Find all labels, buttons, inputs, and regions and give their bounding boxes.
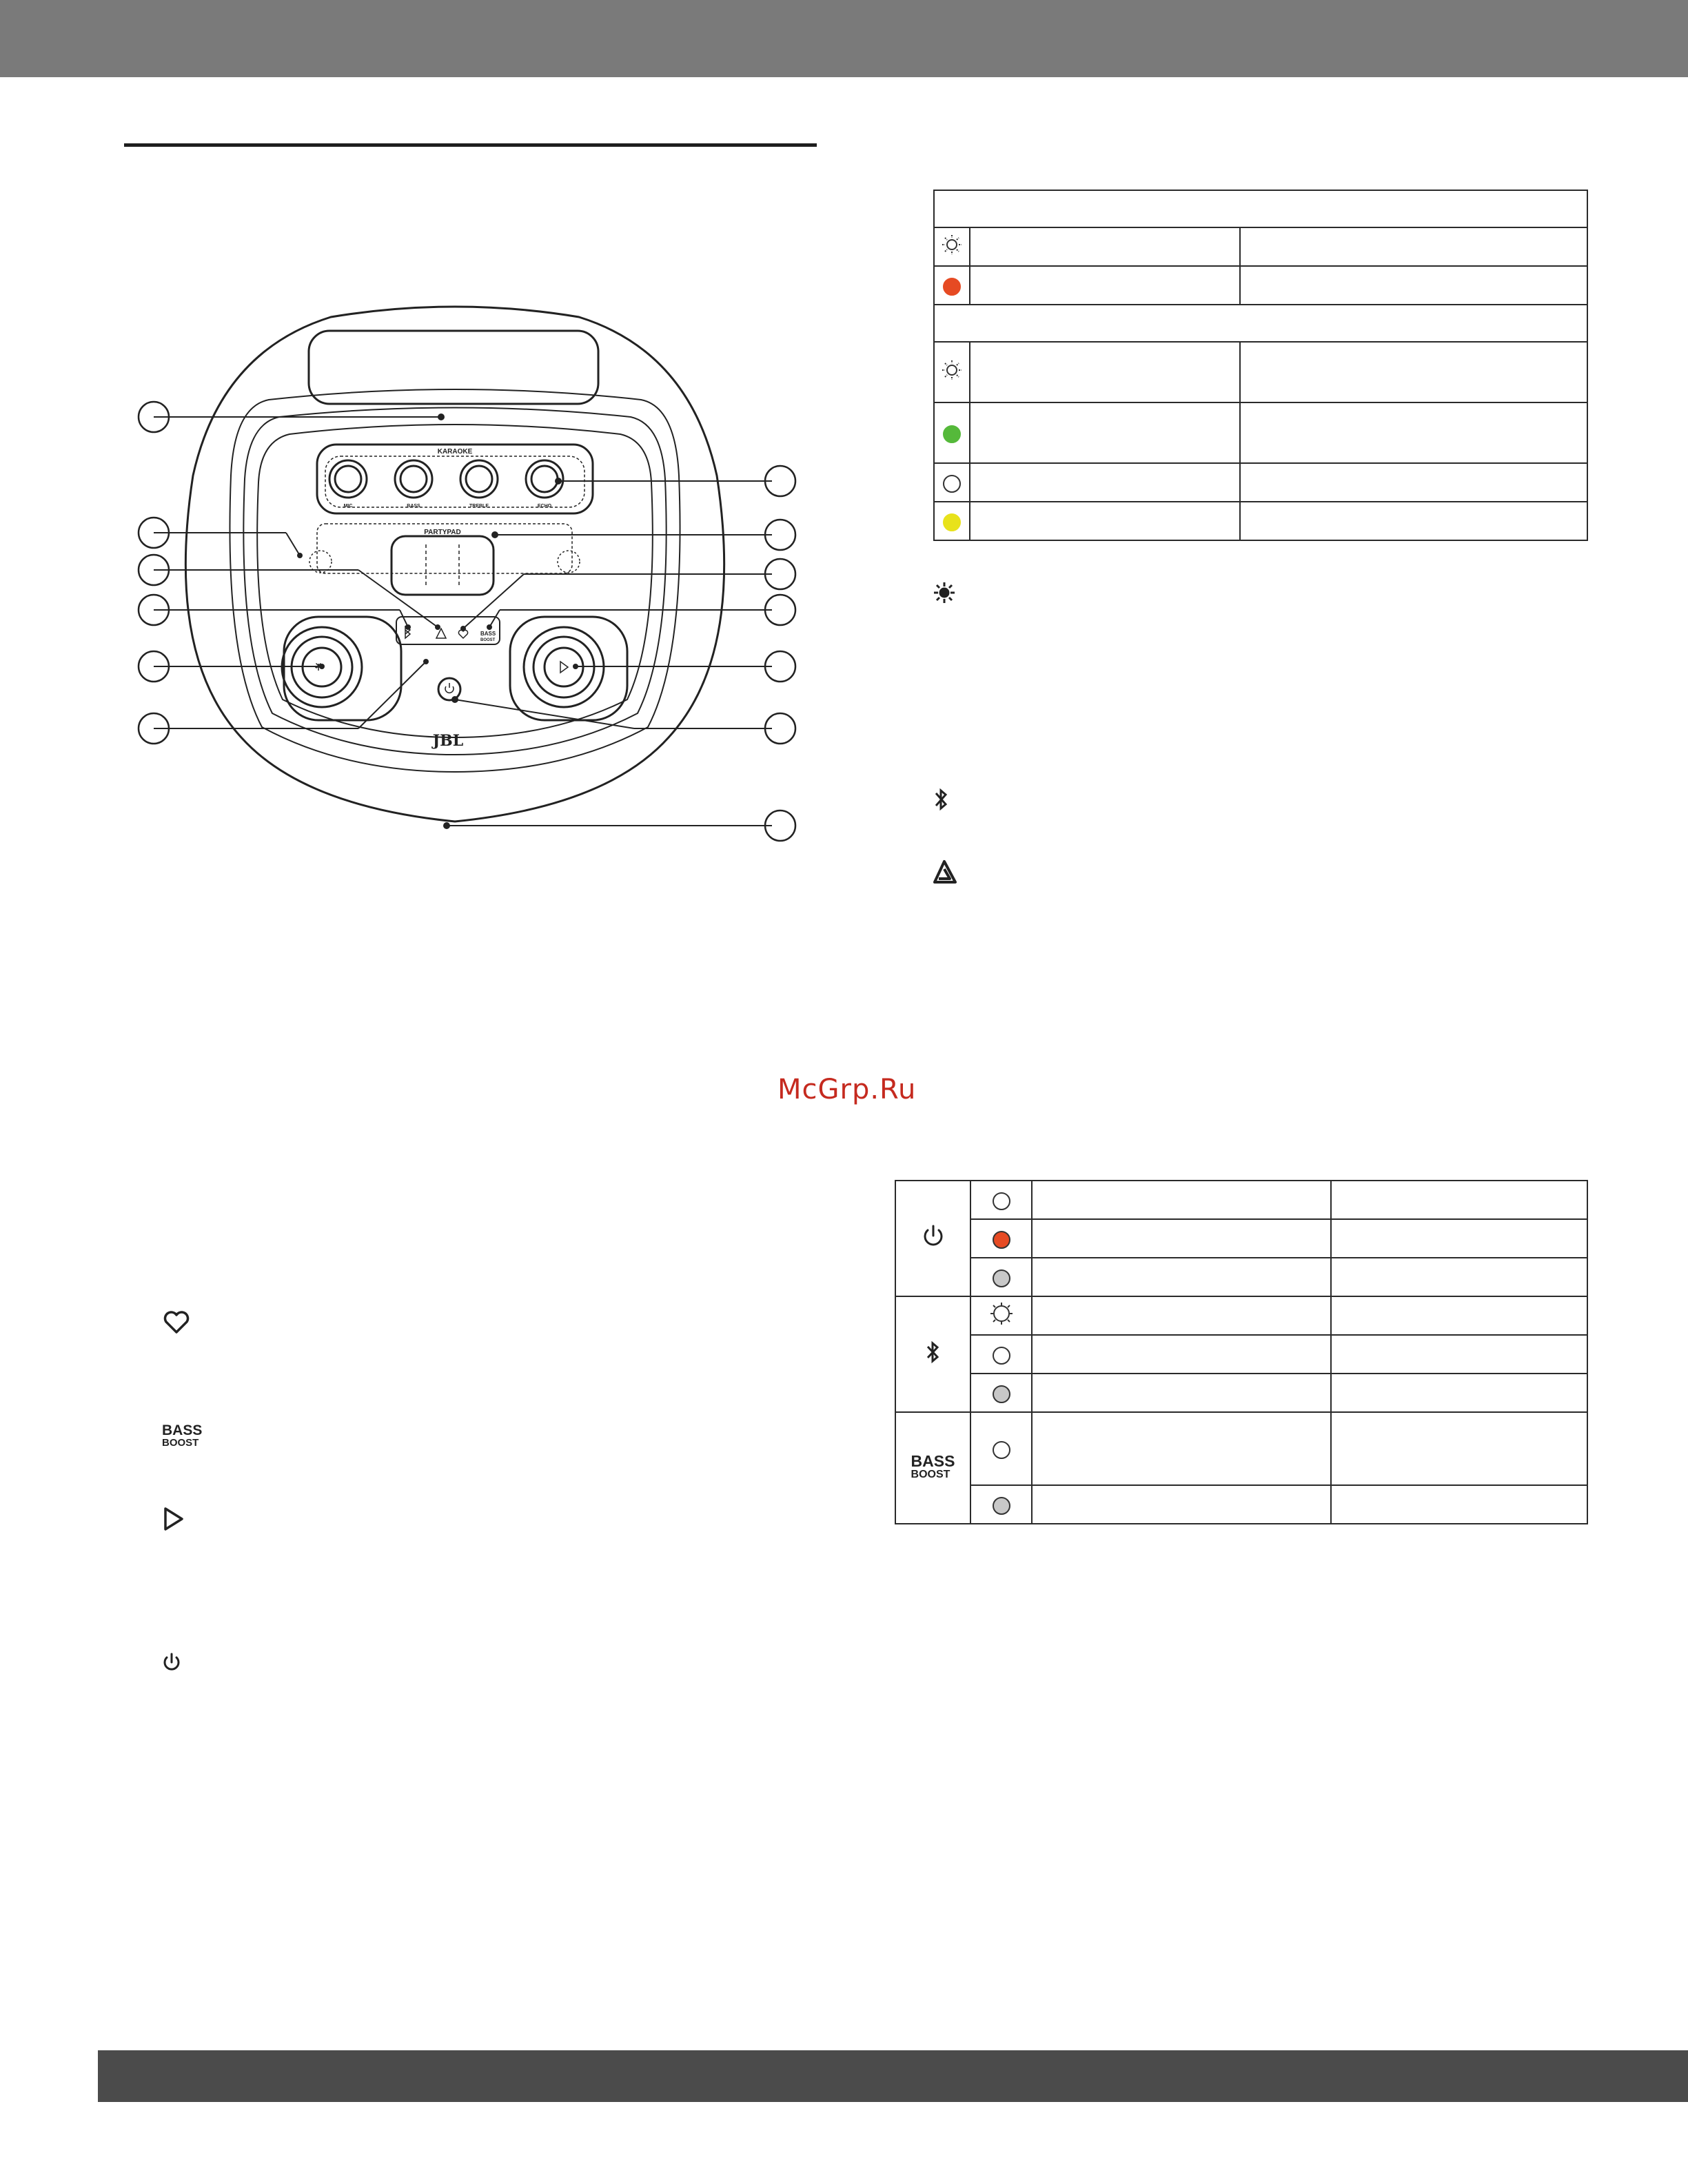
table-row (934, 402, 1587, 463)
flashing-dot-icon (990, 1302, 1013, 1325)
table-row (895, 1374, 1587, 1412)
table-row (895, 1219, 1587, 1258)
red-dot-icon (943, 278, 961, 296)
footer-bar (98, 2050, 1688, 2102)
boost-label: BOOST (162, 1437, 199, 1449)
gray-dot-icon (993, 1269, 1010, 1287)
table-row (934, 266, 1587, 305)
status-table-partypad (933, 190, 1588, 541)
gray-dot-icon (993, 1385, 1010, 1403)
bass-boost-icon (162, 1423, 202, 1448)
status-table-indicators (895, 1180, 1588, 1524)
bluetooth-icon (925, 1340, 942, 1364)
heart-icon (162, 1308, 191, 1336)
table-row (934, 502, 1587, 540)
sun-icon (932, 580, 957, 605)
green-dot-icon (943, 425, 961, 443)
white-dot-icon (993, 1192, 1010, 1210)
table-row (895, 1258, 1587, 1296)
power-icon (161, 1651, 183, 1675)
white-dot-icon (993, 1441, 1010, 1459)
table-row (934, 463, 1587, 502)
bass-boost-icon (911, 1453, 955, 1480)
yellow-dot-icon (943, 513, 961, 531)
panel-power-icon (445, 683, 454, 693)
table-row (895, 1412, 1587, 1485)
panel-boost-label: BOOST (480, 638, 496, 642)
karaoke-label: KARAOKE (437, 448, 473, 456)
bass-label: BASS (162, 1422, 203, 1438)
auracast-icon (931, 859, 958, 886)
panel-auracast-icon (436, 629, 446, 638)
power-icon (921, 1223, 946, 1249)
knob-label-mic: MIC (343, 504, 353, 509)
partypad-label: PARTYPAD (424, 529, 461, 536)
light-pulse-icon (940, 233, 964, 256)
watermark-text: McGrp.Ru (777, 1074, 917, 1105)
table-section-row (934, 305, 1587, 342)
panel-play-icon (560, 662, 568, 673)
white-dot-icon (943, 475, 961, 493)
knob-label-bass: BASS (407, 504, 420, 509)
table-row (895, 1181, 1587, 1219)
panel-bass-label: BASS (480, 631, 496, 637)
table-row (895, 1485, 1587, 1524)
table-section-row (934, 190, 1587, 227)
gray-dot-icon (993, 1497, 1010, 1515)
table-row (895, 1296, 1587, 1335)
top-header-bar (0, 0, 1688, 77)
play-icon (162, 1506, 185, 1532)
panel-heart-icon (458, 630, 467, 638)
section-rule (124, 143, 817, 147)
knob-label-treble: TREBLE (469, 504, 489, 509)
bass-label: BASS (911, 1452, 955, 1470)
knob-label-echo: ECHO (537, 504, 552, 509)
light-pulse-icon (940, 358, 964, 382)
table-row (934, 227, 1587, 266)
jbl-logo: JBL (432, 732, 464, 750)
table-row (895, 1335, 1587, 1374)
boost-label: BOOST (911, 1469, 950, 1480)
speaker-panel-diagram (124, 296, 813, 848)
table-row (934, 342, 1587, 402)
red-dot-icon (993, 1231, 1010, 1249)
white-dot-icon (993, 1347, 1010, 1365)
bluetooth-icon (932, 787, 951, 812)
